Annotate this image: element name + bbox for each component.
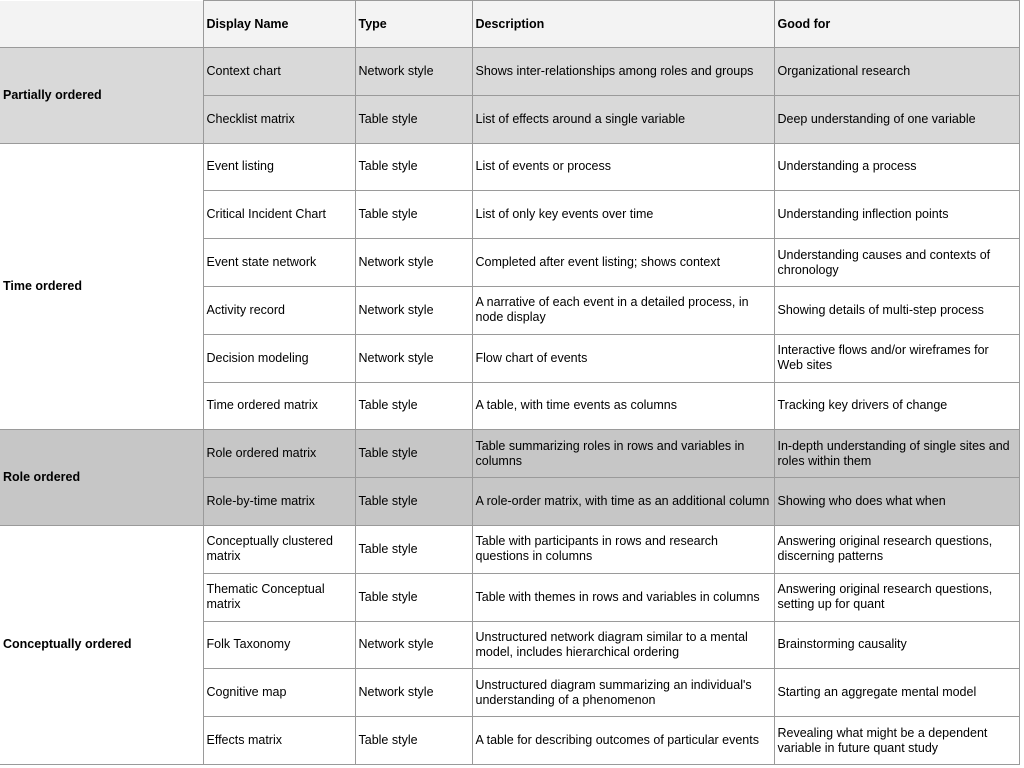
type-cell: Table style xyxy=(355,95,472,143)
good-for-cell: Tracking key drivers of change xyxy=(774,382,1019,430)
type-cell: Table style xyxy=(355,191,472,239)
description-cell: A table, with time events as columns xyxy=(472,382,774,430)
good-for-cell: Showing who does what when xyxy=(774,478,1019,526)
description-cell: List of only key events over time xyxy=(472,191,774,239)
type-cell: Table style xyxy=(355,717,472,765)
table-row xyxy=(0,430,1019,478)
type-cell: Table style xyxy=(355,478,472,526)
display-name-cell: Role ordered matrix xyxy=(203,430,355,478)
display-name-cell: Time ordered matrix xyxy=(203,382,355,430)
description-cell: Table summarizing roles in rows and variables in columns xyxy=(472,430,774,478)
display-name-cell: Cognitive map xyxy=(203,669,355,717)
display-name-cell: Folk Taxonomy xyxy=(203,621,355,669)
group-label: Role ordered xyxy=(0,430,203,526)
group-label: Conceptually ordered xyxy=(0,525,203,764)
good-for-cell: Organizational research xyxy=(774,48,1019,96)
display-name-cell: Event listing xyxy=(203,143,355,191)
good-for-cell: Answering original research questions, discerning patterns xyxy=(774,525,1019,573)
type-cell: Table style xyxy=(355,382,472,430)
group-label: Time ordered xyxy=(0,143,203,430)
type-cell: Table style xyxy=(355,573,472,621)
header-blank-cell xyxy=(0,1,203,48)
description-cell: List of events or process xyxy=(472,143,774,191)
description-cell: Table with participants in rows and research questions in columns xyxy=(472,525,774,573)
good-for-cell: Answering original research questions, setting up for quant xyxy=(774,573,1019,621)
header-row xyxy=(0,1,1019,48)
type-cell: Network style xyxy=(355,239,472,287)
description-cell: A role-order matrix, with time as an additional column xyxy=(472,478,774,526)
display-name-cell: Event state network xyxy=(203,239,355,287)
description-cell: List of effects around a single variable xyxy=(472,95,774,143)
good-for-cell: Revealing what might be a dependent variable in future quant study xyxy=(774,717,1019,765)
type-cell: Table style xyxy=(355,525,472,573)
header-good-for: Good for xyxy=(774,1,1019,48)
header-display-name: Display Name xyxy=(203,1,355,48)
description-cell: Flow chart of events xyxy=(472,334,774,382)
description-cell: Unstructured network diagram similar to a mental model, includes hierarchical ordering xyxy=(472,621,774,669)
type-cell: Table style xyxy=(355,430,472,478)
header-type: Type xyxy=(355,1,472,48)
description-cell: Table with themes in rows and variables in columns xyxy=(472,573,774,621)
type-cell: Network style xyxy=(355,334,472,382)
type-cell: Table style xyxy=(355,143,472,191)
type-cell: Network style xyxy=(355,48,472,96)
header-description: Description xyxy=(472,1,774,48)
description-cell: A narrative of each event in a detailed process, in node display xyxy=(472,286,774,334)
good-for-cell: In-depth understanding of single sites and roles within them xyxy=(774,430,1019,478)
display-name-cell: Checklist matrix xyxy=(203,95,355,143)
table-row xyxy=(0,143,1019,191)
good-for-cell: Showing details of multi-step process xyxy=(774,286,1019,334)
display-name-cell: Decision modeling xyxy=(203,334,355,382)
table-row xyxy=(0,525,1019,573)
display-name-cell: Context chart xyxy=(203,48,355,96)
display-name-cell: Critical Incident Chart xyxy=(203,191,355,239)
good-for-cell: Deep understanding of one variable xyxy=(774,95,1019,143)
description-cell: Completed after event listing; shows context xyxy=(472,239,774,287)
description-cell: A table for describing outcomes of particular events xyxy=(472,717,774,765)
good-for-cell: Brainstorming causality xyxy=(774,621,1019,669)
display-name-cell: Role-by-time matrix xyxy=(203,478,355,526)
good-for-cell: Understanding causes and contexts of chronology xyxy=(774,239,1019,287)
type-cell: Network style xyxy=(355,669,472,717)
table-body xyxy=(0,48,1019,765)
display-name-cell: Thematic Conceptual matrix xyxy=(203,573,355,621)
type-cell: Network style xyxy=(355,286,472,334)
good-for-cell: Understanding a process xyxy=(774,143,1019,191)
description-cell: Unstructured diagram summarizing an individual's understanding of a phenomenon xyxy=(472,669,774,717)
display-name-cell: Activity record xyxy=(203,286,355,334)
good-for-cell: Interactive flows and/or wireframes for Web sites xyxy=(774,334,1019,382)
display-name-cell: Effects matrix xyxy=(203,717,355,765)
type-cell: Network style xyxy=(355,621,472,669)
good-for-cell: Starting an aggregate mental model xyxy=(774,669,1019,717)
good-for-cell: Understanding inflection points xyxy=(774,191,1019,239)
display-name-cell: Conceptually clustered matrix xyxy=(203,525,355,573)
description-cell: Shows inter-relationships among roles and groups xyxy=(472,48,774,96)
group-label: Partially ordered xyxy=(0,48,203,144)
table-row xyxy=(0,48,1019,96)
